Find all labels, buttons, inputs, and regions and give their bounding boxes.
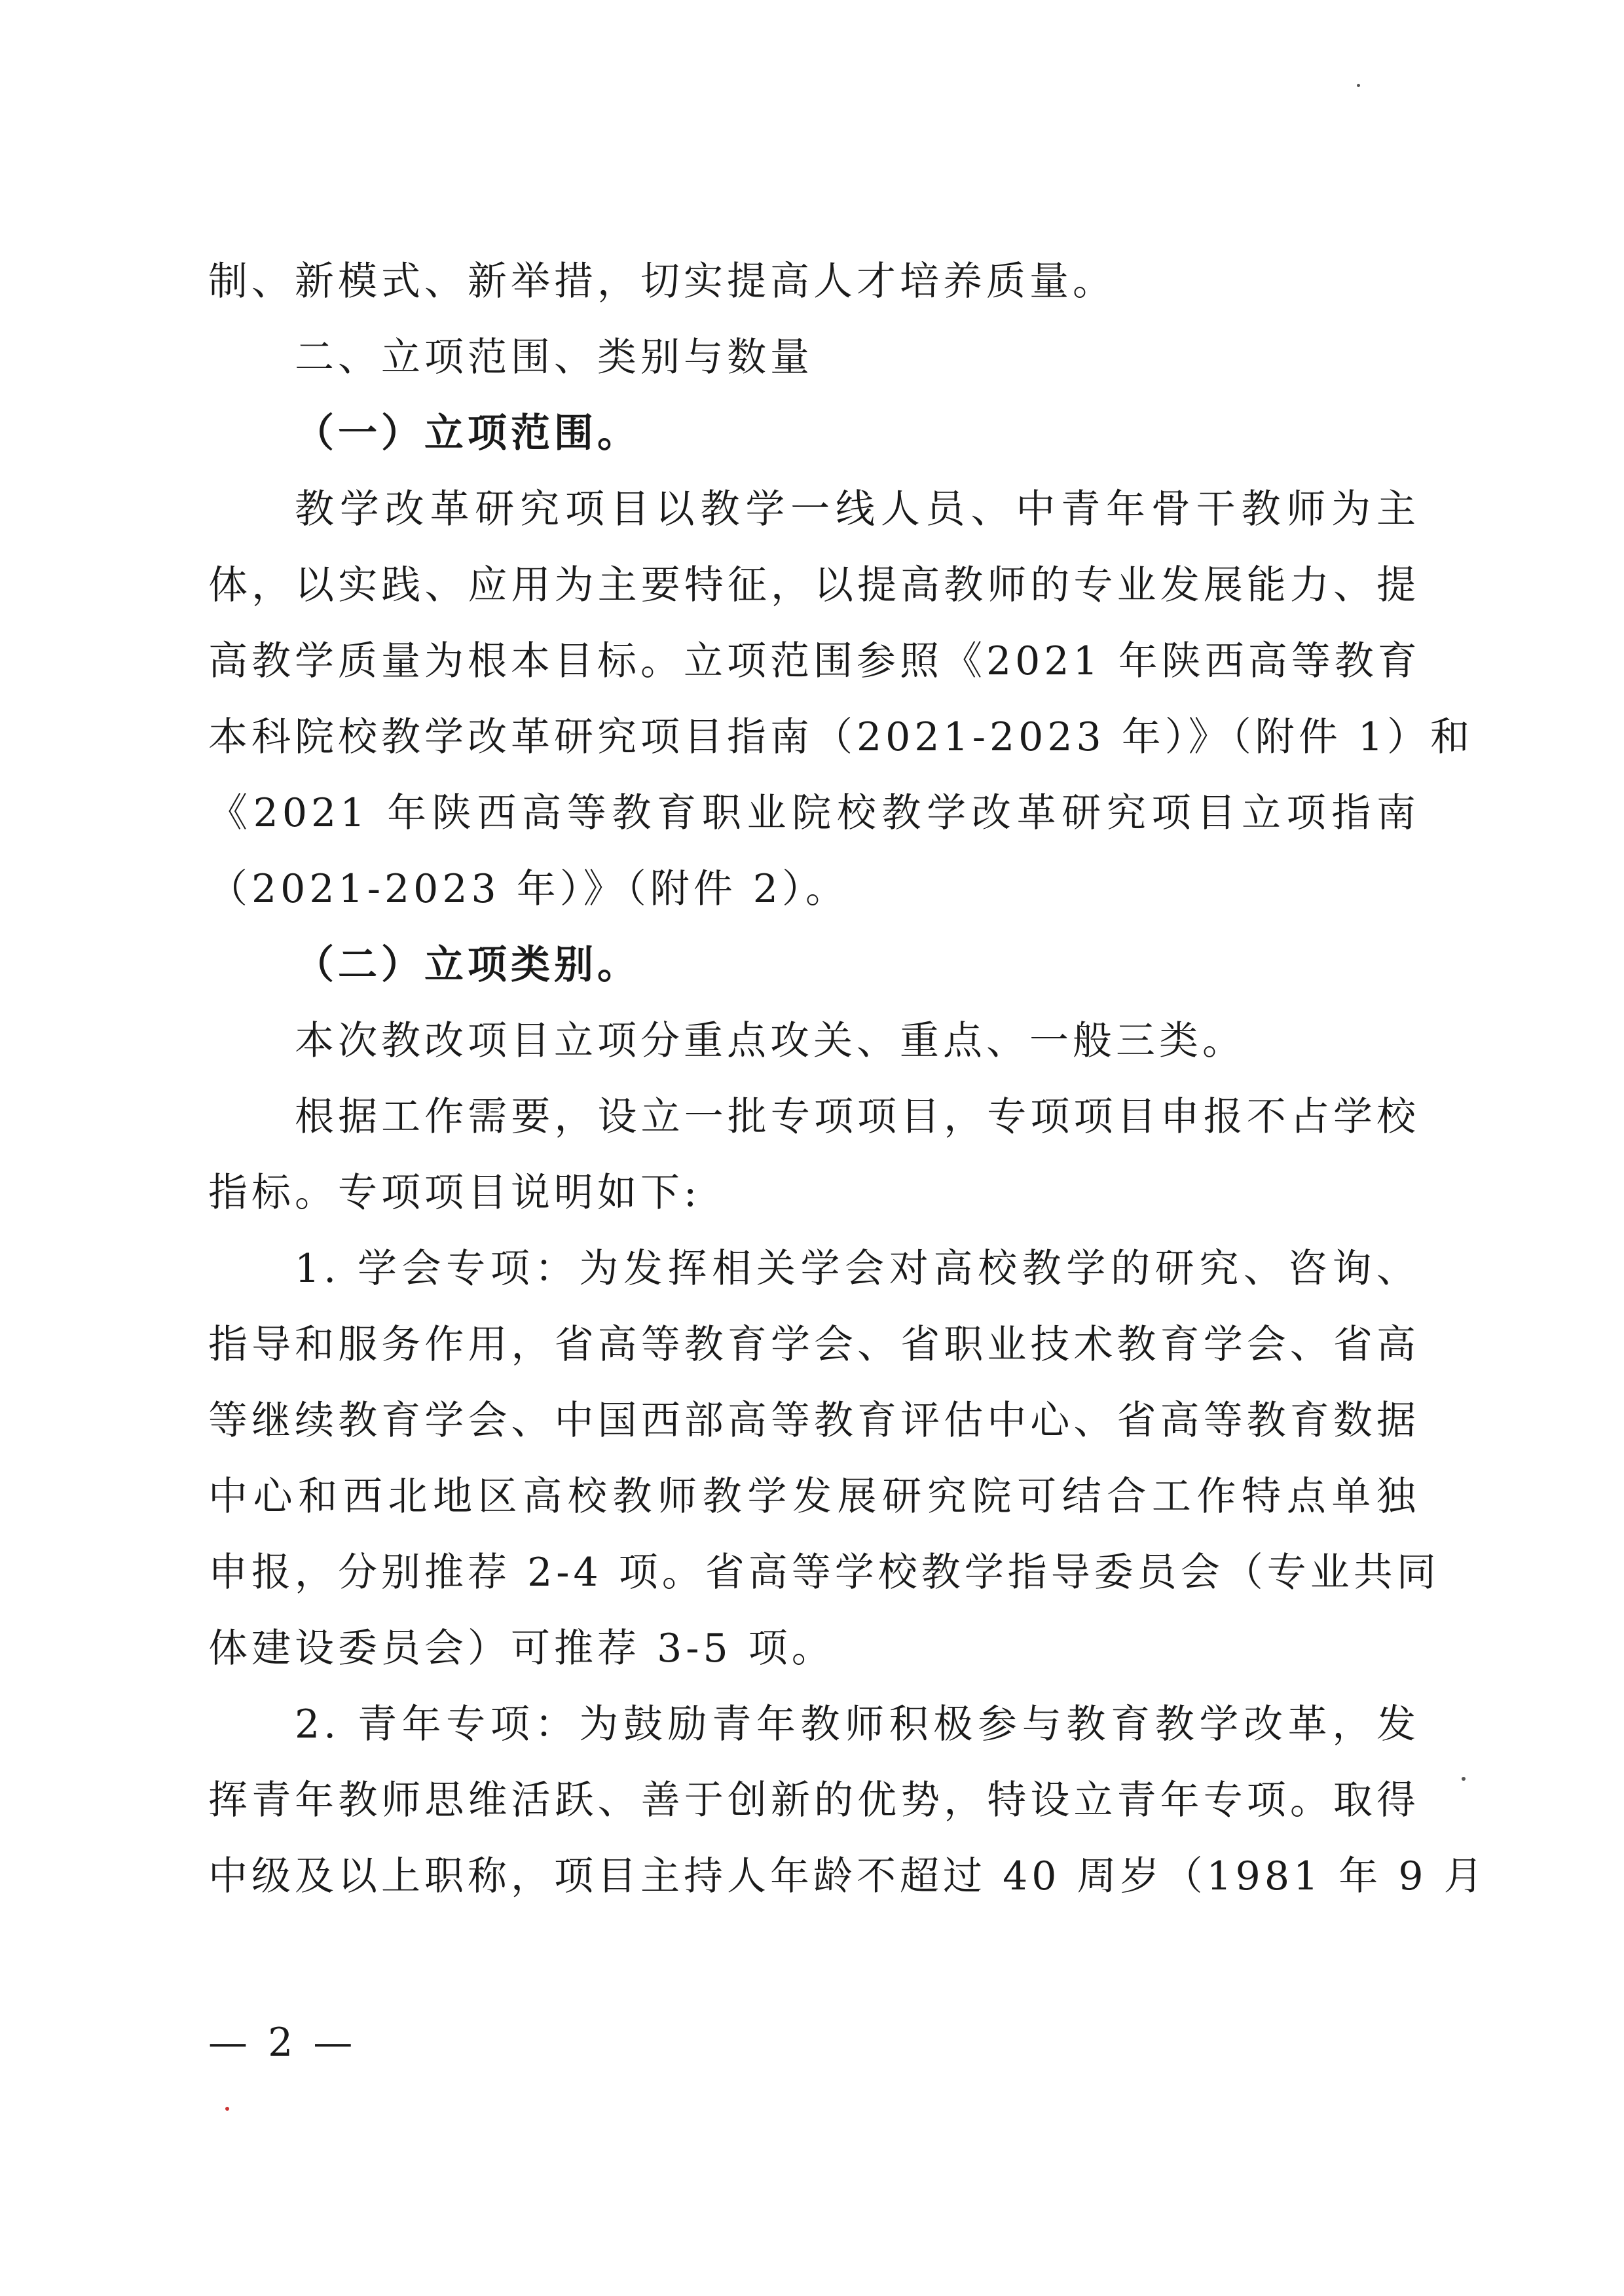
paragraph-line: 1. 学会专项：为发挥相关学会对高校教学的研究、咨询、 <box>295 1246 1420 1292</box>
paragraph-line: 根据工作需要，设立一批专项项目，专项项目申报不占学校 <box>295 1094 1420 1140</box>
paragraph-line: 2. 青年专项：为鼓励青年教师积极参与教育教学改革，发 <box>295 1702 1420 1747</box>
body-text <box>208 244 1487 1914</box>
paragraph-line: 指导和服务作用，省高等教育学会、省职业技术教育学会、省高 <box>208 1322 1420 1368</box>
paragraph-line: 本科院校教学改革研究项目指南（2021-2023 年）》（附件 1）和 <box>208 714 1473 760</box>
subsection-heading: （二）立项类别。 <box>295 942 640 988</box>
paragraph-line: 指标。专项项目说明如下: <box>208 1170 701 1216</box>
paragraph-line: 《2021 年陕西高等教育职业院校教学改革研究项目立项指南 <box>208 790 1420 836</box>
paragraph-line: 体建设委员会）可推荐 3-5 项。 <box>208 1626 835 1671</box>
paragraph-line: 本次教改项目立项分重点攻关、重点、一般三类。 <box>295 1018 1246 1064</box>
paragraph-line: 制、新模式、新举措，切实提高人才培养质量。 <box>208 259 1116 304</box>
paragraph-line: 中心和西北地区高校教师教学发展研究院可结合工作特点单独 <box>208 1474 1420 1520</box>
paragraph-line: 中级及以上职称，项目主持人年龄不超过 40 周岁（1981 年 9 月 <box>208 1853 1487 1899</box>
section-heading: 二、立项范围、类别与数量 <box>295 335 813 380</box>
paragraph-line: 申报，分别推荐 2-4 项。省高等学校教学指导委员会（专业共同 <box>208 1550 1440 1595</box>
scan-speck <box>1357 84 1360 87</box>
scan-speck <box>1462 1777 1466 1781</box>
paragraph-line: 体，以实践、应用为主要特征，以提高教师的专业发展能力、提 <box>208 562 1420 608</box>
paragraph-line: 教学改革研究项目以教学一线人员、中青年骨干教师为主 <box>295 486 1420 532</box>
scan-speck <box>225 2107 229 2111</box>
paragraph-line: 挥青年教师思维活跃、善于创新的优势，特设立青年专项。取得 <box>208 1777 1420 1823</box>
page-number: — 2 — <box>208 2020 357 2066</box>
paragraph-line: 高教学质量为根本目标。立项范围参照《2021 年陕西高等教育 <box>208 638 1421 684</box>
subsection-heading: （一）立项范围。 <box>295 410 640 456</box>
paragraph-line: 等继续教育学会、中国西部高等教育评估中心、省高等教育数据 <box>208 1398 1420 1444</box>
paragraph-line: （2021-2023 年）》（附件 2）。 <box>208 866 849 912</box>
